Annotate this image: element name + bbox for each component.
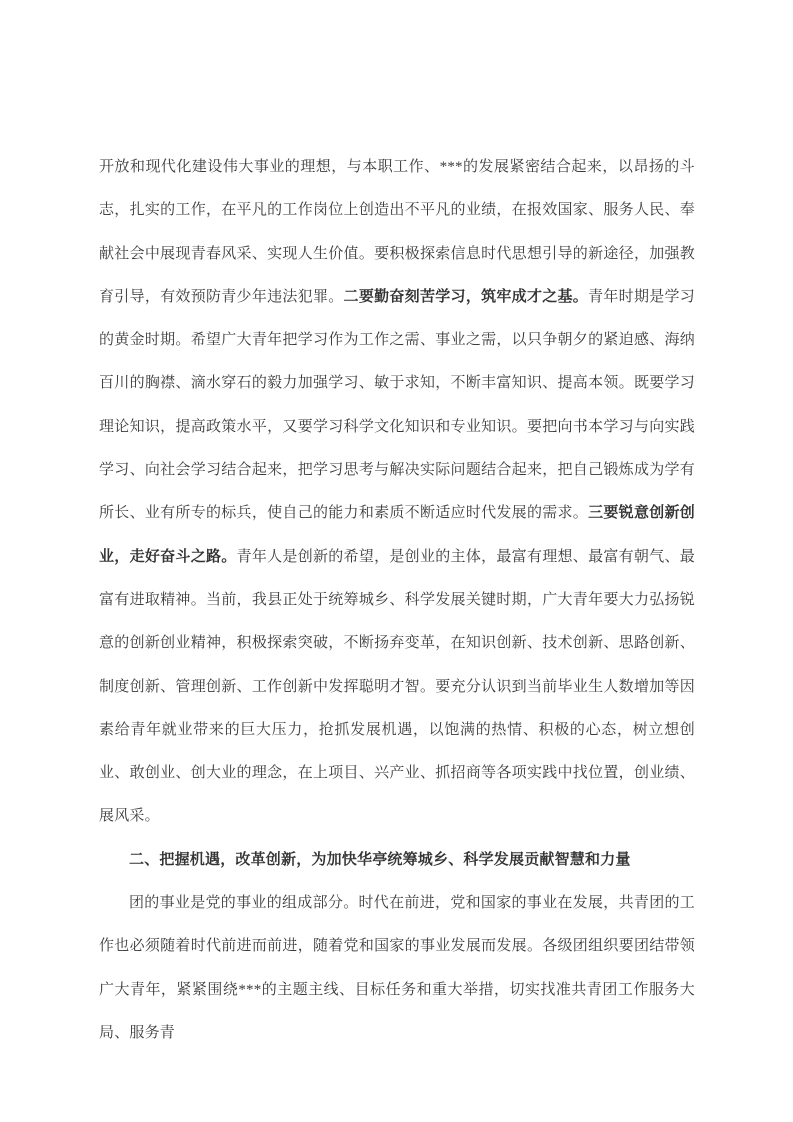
text-run: 青年人是创新的希望，是创业的主体，最富有理想、最富有朝气、最富有进取精神。当前，我县正处于统筹城乡、科学发展关键时期，广大青年要大力弘扬锐意的创新创业精神，积极探索突破，不断扬弃变革，在知识创新、技术创新、思路创新、制度创新、管理创新、工作创新中发挥聪明才智。要充分认识到当前毕业生人数增加等因素给青年就业带来的巨大压力，抢抓发展机遇，以饱满的热情、积极的心态，树立想创业、敢创业、创大业的理念，在上项目、兴产业、抓招商等各项实践中找位置，创业绩、展风采。 — [99, 548, 695, 825]
bold-text-run: 二、把握机遇，改革创新，为加快华亭统筹城乡、科学发展贡献智慧和力量 — [129, 851, 631, 868]
document-content — [99, 146, 695, 1055]
text-run: 青年时期是学习的黄金时期。希望广大青年把学习作为工作之需、事业之需，以只争朝夕的紧迫感、海纳百川的胸襟、滴水穿石的毅力加强学习、敏于求知，不断丰富知识、提高本领。既要学习理论知识，提高政策水平，又要学习科学文化知识和专业知识。要把向书本学习与向实践学习、向社会学习结合起来，把学习思考与解决实际问题结合起来，把自己锻炼成为学有所长、业有所专的标兵，使自己的能力和素质不断适应时代发展的需求。 — [99, 288, 695, 522]
section-heading — [99, 839, 695, 882]
paragraph — [99, 146, 695, 839]
paragraph — [99, 882, 695, 1055]
text-run: 团的事业是党的事业的组成部分。时代在前进，党和国家的事业在发展，共青团的工作也必须随着时代前进而前进，随着党和国家的事业发展而发展。各级团组织要团结带领广大青年，紧紧围绕***的主题主线、目标任务和重大举措，切实找准共青团工作服务大局、服务青 — [99, 895, 695, 1041]
bold-text-run: 二要勤奋刻苦学习，筑牢成才之基。 — [343, 288, 589, 305]
text-run: 开放和现代化建设伟大事业的理想，与本职工作、***的发展紧密结合起来，以昂扬的斗志，扎实的工作，在平凡的工作岗位上创造出不平凡的业绩，在报效国家、服务人民、奉献社会中展现青春风采、实现人生价值。要积极探索信息时代思想引导的新途径，加强教育引导，有效预防青少年违法犯罪。 — [99, 159, 695, 305]
bold-text-run: 三要锐意创新创业，走好奋斗之路。 — [99, 505, 695, 565]
